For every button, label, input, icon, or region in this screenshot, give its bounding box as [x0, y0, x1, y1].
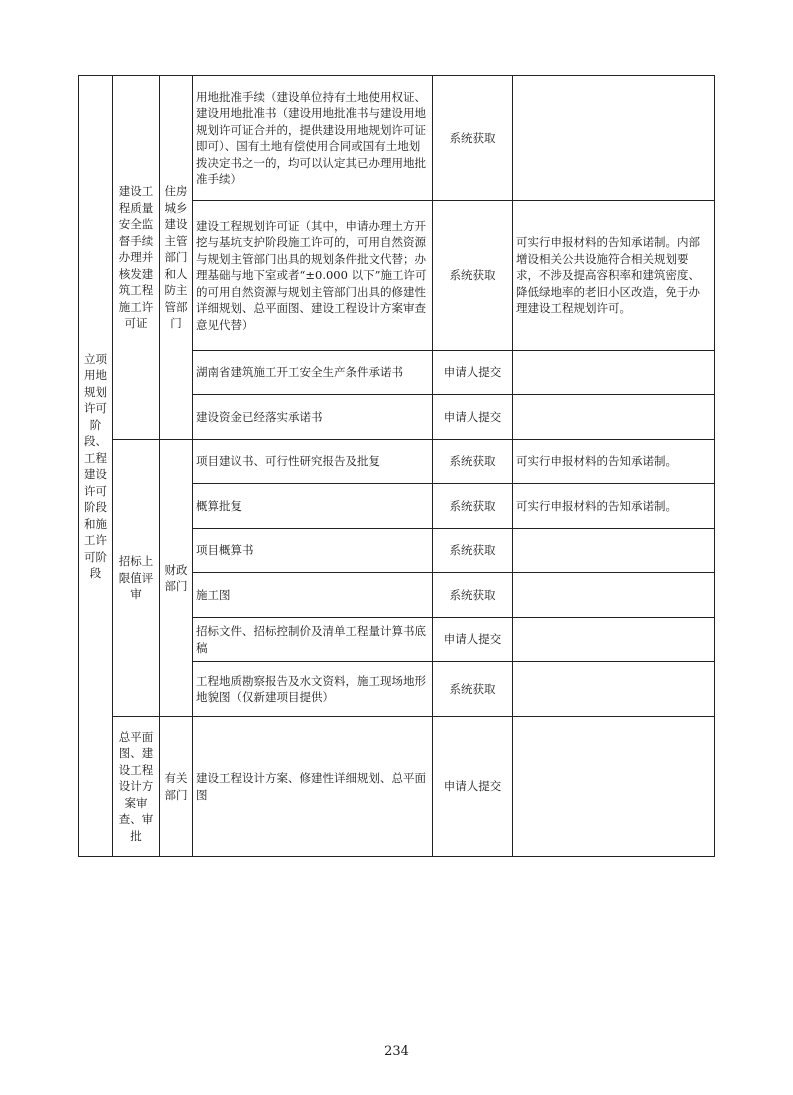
- source-cell: 系统获取: [433, 529, 513, 573]
- table-row: [79, 76, 715, 201]
- department-cell: 住房城乡建设主管部门和人防主管部门: [160, 76, 193, 440]
- matter-cell: 总平面图、建设工程设计方案审查、审批: [113, 717, 160, 857]
- page-number: 234: [384, 1044, 409, 1059]
- source-cell: 系统获取: [433, 662, 513, 717]
- material-cell: 项目建议书、可行性研究报告及批复: [193, 440, 433, 484]
- note-cell: 可实行申报材料的告知承诺制。内部增设相关公共设施符合相关规划要求，不涉及提高容积率和建筑密度、降低绿地率的老旧小区改造，免于办理建设工程规划许可。: [513, 201, 715, 351]
- material-cell: 招标文件、招标控制价及清单工程量计算书底稿: [193, 618, 433, 662]
- note-cell: 可实行申报材料的告知承诺制。: [513, 484, 715, 529]
- source-cell: 申请人提交: [433, 618, 513, 662]
- material-cell: 建设工程规划许可证（其中，申请办理土方开挖与基坑支护阶段施工许可的，可用自然资源与规划主管部门出具的规划条件批文代替；办理基础与地下室或者“±0.000 以下”施工许可的可用自然资源与规划主管部门出具的修建性详细规划、总平面图、建设工程设计方案审查意见代替）: [193, 201, 433, 351]
- note-cell: [513, 351, 715, 395]
- material-cell: 工程地质勘察报告及水文资料，施工现场地形地貌图（仅新建项目提供）: [193, 662, 433, 717]
- note-cell: [513, 662, 715, 717]
- source-cell: 系统获取: [433, 573, 513, 618]
- department-cell: 有关部门: [160, 717, 193, 857]
- material-cell: 概算批复: [193, 484, 433, 529]
- note-cell: [513, 618, 715, 662]
- department-cell: 财政部门: [160, 440, 193, 717]
- note-cell: [513, 76, 715, 201]
- material-cell: 项目概算书: [193, 529, 433, 573]
- note-cell: [513, 529, 715, 573]
- source-cell: 系统获取: [433, 440, 513, 484]
- source-cell: 系统获取: [433, 484, 513, 529]
- matter-cell: 招标上限值评审: [113, 440, 160, 717]
- approval-materials-table: [78, 75, 715, 857]
- matter-cell: 建设工程质量安全监督手续办理并核发建筑工程施工许可证: [113, 76, 160, 440]
- material-cell: 用地批准手续（建设单位持有土地使用权证、建设用地批准书（建设用地批准书与建设用地规划许可证合并的，提供建设用地规划许可证即可）、国有土地有偿使用合同或国有土地划拨决定书之一的，均可以认定其已办理用地批准手续）: [193, 76, 433, 201]
- stage-cell: 立项用地规划许可阶段、工程建设许可阶段和施工许可阶段: [79, 76, 113, 857]
- source-cell: 申请人提交: [433, 351, 513, 395]
- material-cell: 施工图: [193, 573, 433, 618]
- note-cell: [513, 395, 715, 440]
- source-cell: 系统获取: [433, 76, 513, 201]
- table-row: [79, 717, 715, 857]
- source-cell: 申请人提交: [433, 395, 513, 440]
- source-cell: 申请人提交: [433, 717, 513, 857]
- note-cell: [513, 573, 715, 618]
- table-row: [79, 440, 715, 484]
- note-cell: 可实行申报材料的告知承诺制。: [513, 440, 715, 484]
- material-cell: 湖南省建筑施工开工安全生产条件承诺书: [193, 351, 433, 395]
- material-cell: 建设资金已经落实承诺书: [193, 395, 433, 440]
- material-cell: 建设工程设计方案、修建性详细规划、总平面图: [193, 717, 433, 857]
- note-cell: [513, 717, 715, 857]
- source-cell: 系统获取: [433, 201, 513, 351]
